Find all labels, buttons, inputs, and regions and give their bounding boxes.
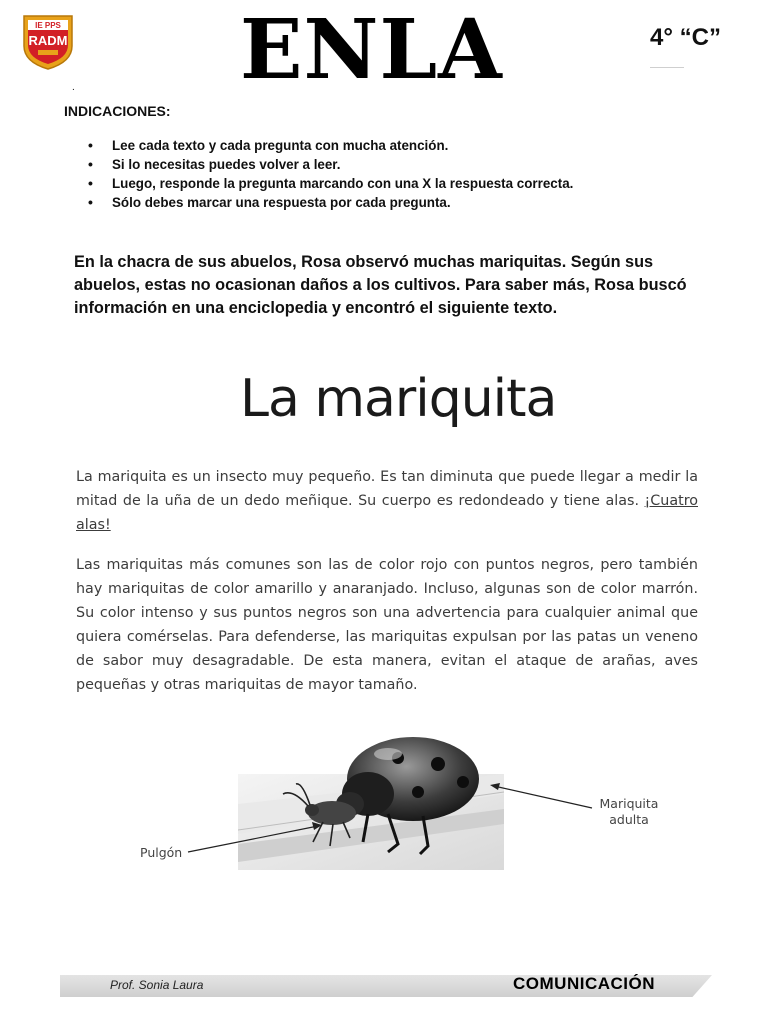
ladybug-photo	[238, 734, 504, 870]
logo-top-text: IE PPS	[35, 21, 61, 30]
reading-paragraph-1-text: La mariquita es un insecto muy pequeño. Es tan diminuta que puede llegar a medir la mitad de la uña de un dedo meñique. Su cuerpo es redondeado y tiene alas.	[76, 469, 698, 509]
reading-paragraph-1	[76, 465, 698, 537]
stray-dot: .	[72, 82, 75, 93]
grade-underline	[650, 67, 684, 68]
reading-paragraph-1-emphasis: ¡Cuatro alas!	[76, 493, 698, 533]
logo-main-text: RADM	[28, 33, 68, 48]
instruction-item: • Luego, responde la pregunta marcando con una X la respuesta correcta.	[88, 174, 573, 193]
label-adult-line-2: adulta	[609, 812, 649, 827]
instruction-item: • Sólo debes marcar una respuesta por cada pregunta.	[88, 193, 573, 212]
grade-label: 4° “C”	[650, 24, 721, 51]
label-adult-line-1: Mariquita	[599, 796, 659, 811]
arrow-adult	[494, 786, 592, 808]
instructions-list	[88, 136, 573, 212]
reading-title: La mariquita	[240, 369, 557, 429]
label-aphid: Pulgón	[140, 845, 183, 860]
label-adult-ladybug	[593, 796, 665, 828]
instruction-item: • Si lo necesitas puedes volver a leer.	[88, 155, 573, 174]
footer-subject: COMUNICACIÓN	[513, 974, 655, 993]
instructions-title: INDICACIONES:	[64, 103, 171, 119]
page-title: ENLA	[240, 2, 503, 98]
school-logo	[20, 14, 76, 70]
reading-paragraph-2: Las mariquitas más comunes son las de color rojo con puntos negros, pero también hay mariquitas de color amarillo y anaranjado. Incluso, algunas son de color marrón. Su color intenso y sus puntos negros son una advertencia para cualquier animal que quiera comérselas. Para defenderse, las mariquitas expulsan por las patas un veneno de sabor muy desagradable. De esta manera, evitan el ataque de arañas, aves pequeñas y otras mariquitas de mayor tamaño.	[76, 557, 698, 693]
footer-teacher: Prof. Sonia Laura	[110, 978, 204, 992]
intro-paragraph: En la chacra de sus abuelos, Rosa observó muchas mariquitas. Según sus abuelos, estas no ocasionan daños a los cultivos. Para saber más, Rosa buscó información en una enciclopedia y encontró el siguiente texto.	[74, 253, 687, 317]
instruction-item: • Lee cada texto y cada pregunta con mucha atención.	[88, 136, 573, 155]
